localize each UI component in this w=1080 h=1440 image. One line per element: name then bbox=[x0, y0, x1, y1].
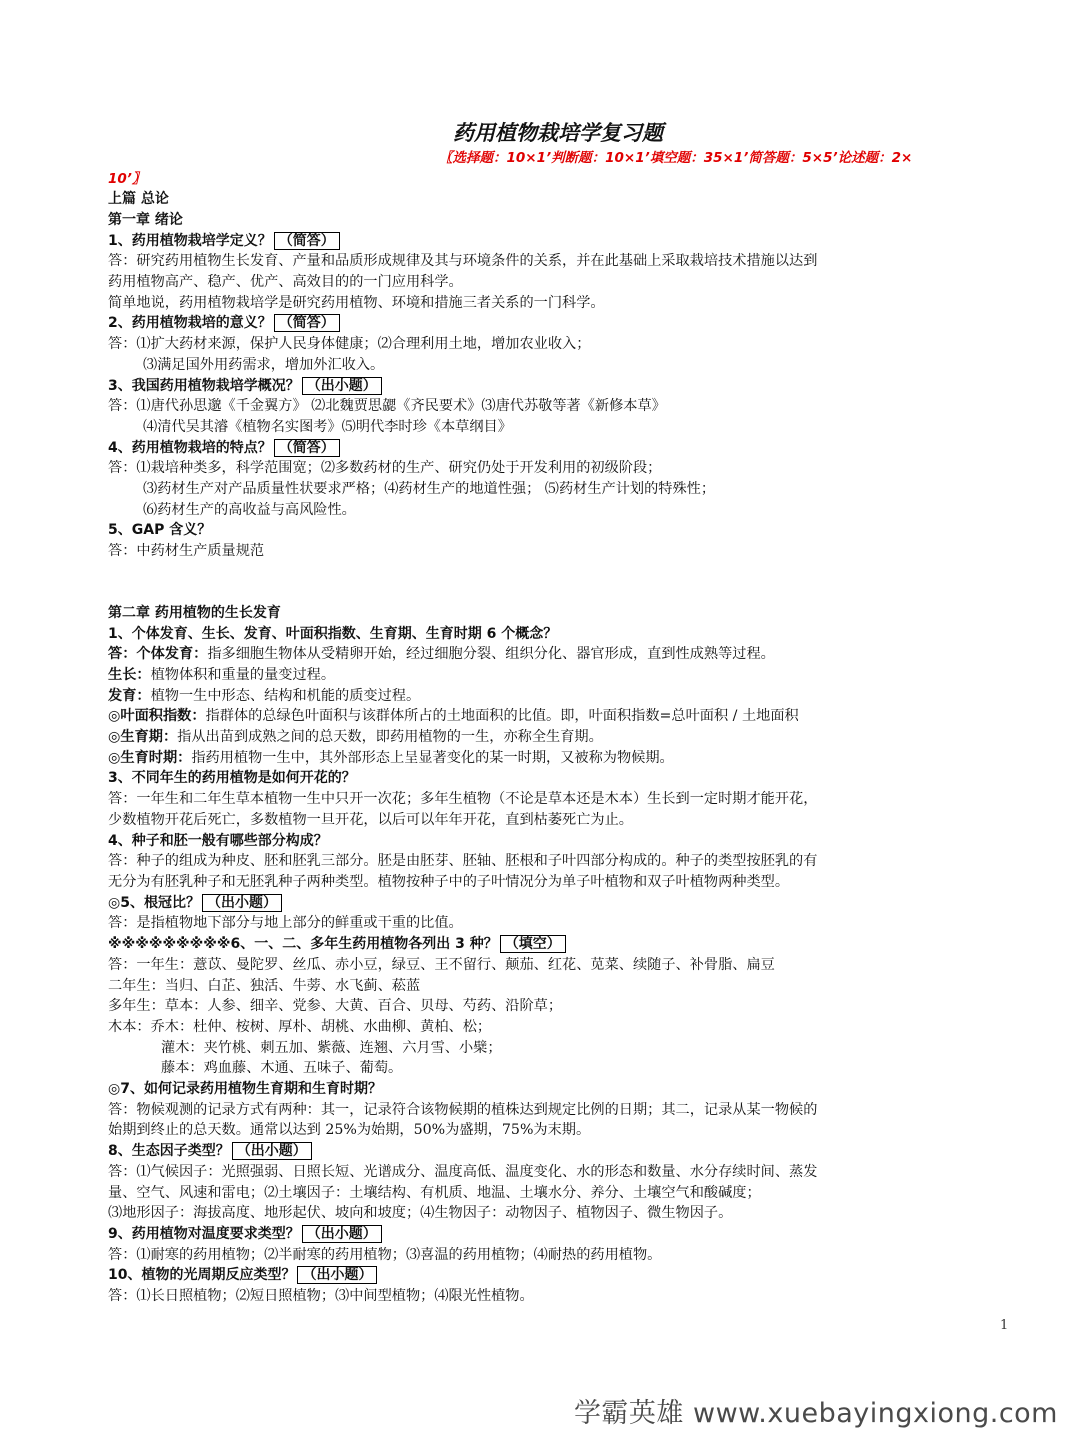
answer-line: 答：⑴耐寒的药用植物；⑵半耐寒的药用植物；⑶喜温的药用植物；⑷耐热的药用植物。 bbox=[108, 1246, 662, 1263]
question-type-tag: （出小题） bbox=[232, 1142, 312, 1160]
question: ※※※※※※※※※6、一、二、多年生药用植物各列出 3 种？ （填空） bbox=[108, 934, 1008, 955]
answer-line: 多年生：草本：人参、细辛、党参、大黄、百合、贝母、芍药、沿阶草； bbox=[108, 998, 563, 1015]
answer-line: 简单地说，药用植物栽培学是研究药用植物、环境和措施三者关系的一门科学。 bbox=[108, 294, 605, 311]
answer-line: ◎生育时期：指药用植物一生中，其外部形态上呈显著变化的某一时期，又被称为物候期。 bbox=[108, 749, 674, 766]
answer-line: 答：一年生：薏苡、曼陀罗、丝瓜、赤小豆，绿豆、王不留行、颠茄、红花、苋菜、续随子、补骨脂、扁豆 bbox=[108, 956, 775, 973]
question-type-tag: （出小题） bbox=[302, 1225, 382, 1243]
answer-line: 少数植物开花后死亡，多数植物一旦开花，以后可以年年开花，直到枯萎死亡为止。 bbox=[108, 811, 633, 828]
question: 9、药用植物对温度要求类型？ （出小题） bbox=[108, 1224, 1008, 1245]
answer-line: 答：⑴唐代孙思邈《千金翼方》 ⑵北魏贾思勰《齐民要术》⑶唐代苏敬等著《新修本草》 bbox=[108, 398, 666, 415]
answer-line: 木本：乔木：杜仲、桉树、厚朴、胡桃、水曲柳、黄柏、松； bbox=[108, 1018, 492, 1035]
question: ◎7、如何记录药用植物生育期和生育时期？ bbox=[108, 1081, 382, 1098]
part-heading: 上篇 总论 bbox=[108, 191, 169, 208]
question-type-tag: （出小题） bbox=[202, 894, 282, 912]
answer-line: 生长：植物体积和重量的量变过程。 bbox=[108, 666, 336, 683]
question: 4、种子和胚一般有哪些部分构成？ bbox=[108, 832, 328, 849]
footer-watermark: 学霸英雄 www.xuebayingxiong.com bbox=[573, 1398, 1058, 1429]
answer-line: 量、空气、风速和雷电；⑵土壤因子：土壤结构、有机质、地温、土壤水分、养分、土壤空气和酸碱度； bbox=[108, 1184, 761, 1201]
answer-line: 答：物候观测的记录方式有两种：其一，记录符合该物候期的植株达到规定比例的日期；其二，记录从某一物候的 bbox=[108, 1101, 818, 1118]
question: 1、药用植物栽培学定义？ （简答） bbox=[108, 231, 1008, 252]
question: 2、药用植物栽培的意义？ （简答） bbox=[108, 313, 1008, 334]
question-type-tag: （出小题） bbox=[297, 1266, 377, 1284]
page-number: 1 bbox=[1000, 1318, 1009, 1333]
exam-format bbox=[108, 148, 1008, 189]
question: 3、不同年生的药用植物是如何开花的？ bbox=[108, 770, 356, 787]
answer-line: ⑶满足国外用药需求，增加外汇收入。 bbox=[143, 356, 385, 373]
question-type-tag: （简答） bbox=[274, 314, 340, 332]
answer-line: 答：个体发育：指多细胞生物体从受精卵开始，经过细胞分裂、组织分化、器官形成，直到性成熟等过程。 bbox=[108, 646, 775, 663]
exam-format-line2: 10’〗 bbox=[108, 170, 146, 187]
answer-line: 答：种子的组成为种皮、胚和胚乳三部分。胚是由胚芽、胚轴、胚根和子叶四部分构成的。种子的类型按胚乳的有 bbox=[108, 853, 818, 870]
question: 8、生态因子类型？ （出小题） bbox=[108, 1141, 1008, 1162]
answer-line: ⑶地形因子：海拔高度、地形起伏、坡向和坡度；⑷生物因子：动物因子、植物因子、微生物因子。 bbox=[108, 1205, 733, 1222]
chapter2-heading: 第二章 药用植物的生长发育 bbox=[108, 604, 281, 621]
question: ◎5、根冠比？ （出小题） bbox=[108, 893, 1008, 914]
answer-line: 答：中药材生产质量规范 bbox=[108, 543, 265, 560]
answer-line: 二年生：当归、白芷、独活、牛蒡、水飞蓟、菘蓝 bbox=[108, 977, 421, 994]
answer-line: 发育：植物一生中形态、结构和机能的质变过程。 bbox=[108, 687, 421, 704]
answer-line: 答：⑴栽培种类多，科学范围宽；⑵多数药材的生产、研究仍处于开发利用的初级阶段； bbox=[108, 460, 662, 477]
question: 4、药用植物栽培的特点？ （简答） bbox=[108, 438, 1008, 459]
question: 1、个体发育、生长、发育、叶面积指数、生育期、生育时期 6 个概念？ bbox=[108, 625, 558, 642]
answer-line: 无分为有胚乳种子和无胚乳种子两种类型。植物按种子中的子叶情况分为单子叶植物和双子叶植物两种类型。 bbox=[108, 873, 790, 890]
answer-line: 答：是指植物地下部分与地上部分的鲜重或干重的比值。 bbox=[108, 915, 463, 932]
answer-line: 答：⑴扩大药材来源，保护人民身体健康；⑵合理利用土地，增加农业收入； bbox=[108, 336, 591, 353]
document-body bbox=[108, 118, 1008, 1307]
answer-line: 答：研究药用植物生长发育、产量和品质形成规律及其与环境条件的关系，并在此基础上采取栽培技术措施以达到 bbox=[108, 253, 818, 270]
answer-line: 灌木：夹竹桃、刺五加、紫薇、连翘、六月雪、小檗； bbox=[161, 1039, 502, 1056]
answer-line: ⑹药材生产的高收益与高风险性。 bbox=[143, 501, 356, 518]
question: 5、GAP 含义？ bbox=[108, 522, 212, 539]
answer-line: 始期到终止的总天数。通常以达到 25%为始期，50%为盛期，75%为末期。 bbox=[108, 1122, 591, 1139]
question-type-tag: （简答） bbox=[274, 439, 340, 457]
answer-line: ⑷清代吴其濬《植物名实图考》⑸明代李时珍《本草纲目》 bbox=[143, 418, 512, 435]
question-type-tag: （出小题） bbox=[302, 377, 382, 395]
answer-line: 答：⑴气候因子：光照强弱、日照长短、光谱成分、温度高低、温度变化、水的形态和数量、水分存续时间、蒸发 bbox=[108, 1163, 818, 1180]
exam-format-line1: 〖选择题：10×1’判断题：10×1’填空题：35×1’简答题：5×5’论述题：2× bbox=[439, 150, 913, 166]
answer-line: 藤本：鸡血藤、木通、五味子、葡萄。 bbox=[161, 1060, 403, 1077]
answer-line: 药用植物高产、稳产、优产、高效目的的一门应用科学。 bbox=[108, 274, 463, 290]
question: 3、我国药用植物栽培学概况？ （出小题） bbox=[108, 376, 1008, 397]
answer-line: 答：⑴长日照植物；⑵短日照植物；⑶中间型植物；⑷限光性植物。 bbox=[108, 1288, 534, 1305]
answer-line: ⑶药材生产对产品质量性状要求严格；⑷药材生产的地道性强； ⑸药材生产计划的特殊性； bbox=[143, 481, 716, 498]
answer-line: ◎生育期：指从出苗到成熟之间的总天数，即药用植物的一生，亦称全生育期。 bbox=[108, 729, 603, 746]
document-title: 药用植物栽培学复习题 bbox=[453, 121, 663, 145]
question-type-tag: （填空） bbox=[500, 935, 566, 953]
question-type-tag: （简答） bbox=[274, 232, 340, 250]
answer-line: ◎叶面积指数：指群体的总绿色叶面积与该群体所占的土地面积的比值。即，叶面积指数=总叶面积 / 土地面积 bbox=[108, 708, 799, 725]
question: 10、植物的光周期反应类型？ （出小题） bbox=[108, 1265, 1008, 1286]
chapter1-heading: 第一章 绪论 bbox=[108, 211, 183, 228]
answer-line: 答：一年生和二年生草本植物一生中只开一次花；多年生植物（不论是草本还是木本）生长到一定时期才能开花， bbox=[108, 791, 818, 808]
